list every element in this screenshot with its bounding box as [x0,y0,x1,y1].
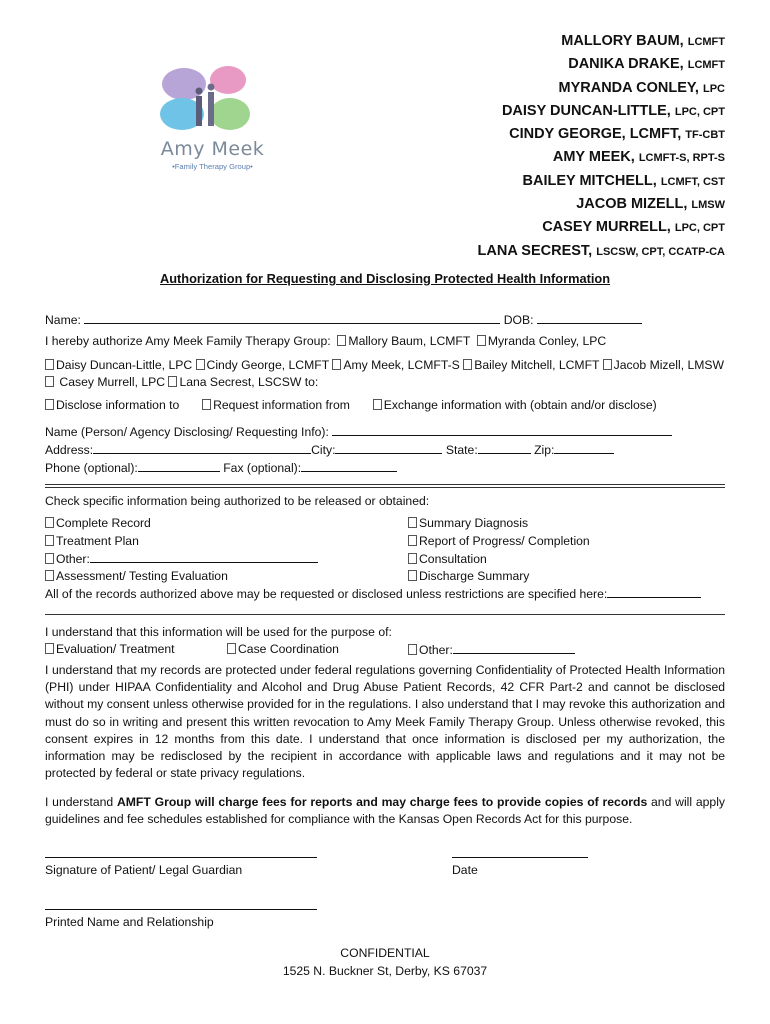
fax-field[interactable] [301,460,397,472]
record-option[interactable]: Assessment/ Testing Evaluation [45,568,318,586]
staff-list [478,30,725,263]
checkbox-icon [408,535,417,546]
checkbox-icon [45,570,54,581]
to-label: to: [304,375,319,389]
clover-heart-icon [150,62,275,142]
checkbox-icon [45,643,54,654]
therapist-row-3 [45,375,318,389]
name-label: Name: [45,313,81,327]
records-left-column [45,515,318,586]
consent-paragraph: I understand that my records are protected under federal regulations governing Confidentiality of Protected Health Information (PHI) under HIPAA Confidentiality and Alcohol and Drug Abuse Patient Records, 42 CFR Part-2 and cannot be disclosed without my consent unless otherwise provided for in the regulations. I also understand that I may revoke this authorization and must do so in writing and present this written revocation to Amy Meek Family Therapy Group. Unless otherwise revoked, this consent expires in 12 months from this date. I understand that once information is disclosed per my authorization, the information may be redisclosed by the recipient in accordance with applicable laws and regulations and it may not be protected by federal or state privacy regulations. [45,663,725,781]
city-label: City: [311,443,336,457]
phone-row [45,460,397,475]
zip-field[interactable] [554,442,614,454]
checkbox-icon [337,335,346,346]
section-divider [45,484,725,488]
checkbox-icon [408,553,417,564]
checkbox-icon [603,359,612,370]
checkbox-icon [408,517,417,528]
address-row [45,442,614,457]
record-option[interactable]: Report of Progress/ Completion [408,533,590,551]
restrictions-field[interactable] [607,586,701,598]
other-record-field[interactable] [90,551,318,563]
signature-label: Signature of Patient/ Legal Guardian [45,863,243,877]
action-row [45,398,657,412]
staff-member: DAISY DUNCAN-LITTLE, LPC, CPT [501,102,725,119]
party-row [45,424,672,439]
checkbox-icon [45,535,54,546]
action-disclose[interactable]: Disclose information to [45,398,179,412]
authorize-text: I hereby authorize Amy Meek Family Therapy Group: [45,334,331,348]
city-field[interactable] [335,442,442,454]
checkbox-icon [45,359,54,370]
state-label: State: [445,443,478,457]
staff-member: DANIKA DRAKE, LCMFT [568,56,725,73]
purpose-option-other[interactable]: Other: [408,642,575,657]
staff-member: BAILEY MITCHELL, LCMFT, CST [522,172,725,189]
phone-label: Phone (optional): [45,461,138,475]
purpose-row [45,642,175,656]
state-field[interactable] [478,442,531,454]
checkbox-icon [477,335,486,346]
checkbox-icon [463,359,472,370]
purpose-option[interactable]: Evaluation/ Treatment [45,642,175,656]
party-field[interactable] [332,424,672,436]
staff-member: MYRANDA CONLEY, LPC [558,79,725,96]
check-heading: Check specific information being authorized to be released or obtained: [45,494,430,508]
party-label: Name (Person/ Agency Disclosing/ Requesting Info): [45,425,329,439]
checkbox-icon [332,359,341,370]
staff-member: JACOB MIZELL, LMSW [576,196,725,213]
checkbox-icon [408,570,417,581]
checkbox-icon [202,399,211,410]
phone-field[interactable] [138,460,220,472]
purpose-heading: I understand that this information will be used for the purpose of: [45,625,392,639]
checkbox-icon [45,517,54,528]
record-option[interactable]: Consultation [408,551,590,569]
printed-name-label: Printed Name and Relationship [45,915,214,929]
restrictions-row [45,586,701,601]
staff-member: MALLORY BAUM, LCMFT [561,33,725,49]
address-field[interactable] [93,442,311,454]
other-purpose-field[interactable] [453,642,575,654]
therapist-option[interactable]: Jacob Mizell, LMSW [603,358,724,372]
staff-member: AMY MEEK, LCMFT-S, RPT-S [552,149,725,166]
record-option[interactable]: Discharge Summary [408,568,590,586]
fax-label: Fax (optional): [223,461,302,475]
authorize-row [45,334,606,348]
date-line[interactable] [452,857,588,858]
checkbox-icon [168,376,177,387]
therapist-option[interactable]: Cindy George, LCMFT [196,358,329,372]
date-label: Date [452,863,478,877]
action-request[interactable]: Request information from [202,398,350,412]
form-title: Authorization for Requesting and Disclosing Protected Health Information [159,271,611,286]
printed-name-line[interactable] [45,909,317,910]
checkbox-icon [45,376,54,387]
fees-paragraph: I understand AMFT Group will charge fees for reports and may charge fees to provide copies of records and will apply guidelines and fee schedules established for compliance with the Kansas Open Records Act for this purpose. [45,795,726,827]
record-option[interactable]: Treatment Plan [45,533,318,551]
therapist-option[interactable]: Bailey Mitchell, LCMFT [463,358,599,372]
therapist-option[interactable]: Lana Secrest, LSCSW [168,375,301,389]
logo-name: Amy Meek [160,138,265,160]
therapist-option[interactable]: Daisy Duncan-Little, LPC [45,358,192,372]
purpose-option[interactable]: Case Coordination [227,642,339,656]
address-label: Address: [45,443,94,457]
name-field[interactable] [84,312,500,324]
record-option[interactable]: Complete Record [45,515,318,533]
records-right-column [408,515,590,586]
checkbox-icon [45,399,54,410]
restrictions-text: All of the records authorized above may be requested or disclosed unless restrictions are specified here: [45,587,608,601]
zip-label: Zip: [534,443,555,457]
checkbox-icon [373,399,382,410]
staff-member: CINDY GEORGE, LCMFT, TF-CBT [509,126,725,143]
record-option[interactable]: Summary Diagnosis [408,515,590,533]
checkbox-icon [408,644,417,655]
checkbox-icon [45,553,54,564]
confidential-label: CONFIDENTIAL [340,946,430,960]
section-divider [45,614,725,615]
therapist-option[interactable]: Mallory Baum, LCMFT [337,334,470,348]
amy-meek-logo [150,62,275,172]
therapist-row-2 [45,358,724,372]
staff-member: CASEY MURRELL, LPC, CPT [542,219,725,236]
dob-field[interactable] [537,312,642,324]
therapist-option[interactable]: Amy Meek, LCMFT-S [332,358,459,372]
name-dob-row [45,312,642,327]
staff-member: LANA SECREST, LSCSW, CPT, CCATP-CA [477,242,725,259]
signature-line[interactable] [45,857,317,858]
checkbox-icon [196,359,205,370]
therapist-option[interactable]: Myranda Conley, LPC [477,334,606,348]
checkbox-icon [227,643,236,654]
footer-address: 1525 N. Buckner St, Derby, KS 67037 [282,964,488,978]
logo-subtitle: •Family Therapy Group• [172,162,253,171]
dob-label: DOB: [503,313,534,327]
action-exchange[interactable]: Exchange information with (obtain and/or disclose) [373,398,657,412]
therapist-option[interactable]: Casey Murrell, LPC [45,375,165,389]
record-option-other[interactable]: Other: [45,551,318,569]
